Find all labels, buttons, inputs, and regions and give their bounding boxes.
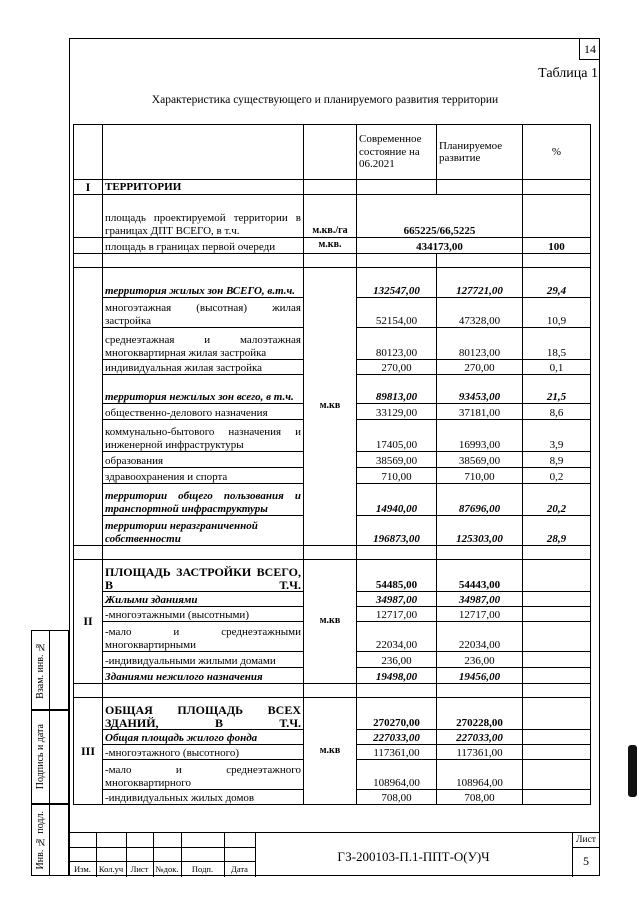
- table-row: образования 38569,00 38569,00 8,9: [74, 452, 591, 468]
- spacer-row: [74, 684, 591, 698]
- section-2-unit: м.кв: [304, 560, 357, 684]
- area-total-row: [74, 195, 591, 238]
- binding-sign: [31, 710, 69, 804]
- first-stage-percent: 100: [523, 238, 591, 254]
- tb-podp: Подп.: [191, 864, 214, 874]
- header-percent: %: [523, 125, 591, 180]
- table-row: многоэтажная (высотная) жилая застройка 52154,00 47328,00 10,9: [74, 298, 591, 328]
- binding-vzam-label: Взам. инв. №: [35, 641, 46, 699]
- table-header: [74, 125, 591, 180]
- title-block: [69, 832, 600, 876]
- table-row: -мало и среднеэтажными многоквартирными 22034,00 22034,00: [74, 622, 591, 652]
- table-row: среднеэтажная и малоэтажная многоквартирная жилая застройка 80123,00 80123,00 18,5: [74, 328, 591, 360]
- section-1-unit: м.кв: [304, 268, 357, 546]
- area-total-label: площадь проектируемой территории в границах ДПТ ВСЕГО, в т.ч.: [103, 195, 304, 238]
- table-row: -индивидуальных жилых домов 708,00 708,00: [74, 790, 591, 805]
- spacer-row: [74, 254, 591, 268]
- territory-table: [73, 124, 591, 805]
- sheet-number: 5: [583, 854, 589, 868]
- table-row: -индивидуальными жилыми домами 236,00 236,00: [74, 652, 591, 668]
- section-2-roman: II: [74, 560, 103, 684]
- section-2-header: II ПЛОЩАДЬ ЗАСТРОЙКИ ВСЕГО, В Т.Ч. м.кв 54485,00 54443,00: [74, 560, 591, 592]
- tb-data: Дата: [231, 864, 248, 874]
- tb-izm: Изм.: [74, 864, 91, 874]
- table-row: -многоэтажными (высотными) 12717,00 12717,00: [74, 607, 591, 622]
- tb-sheet-label: Лист: [576, 835, 596, 845]
- table-row: коммунально-бытового назначения и инженерной инфраструктуры 17405,00 16993,00 3,9: [74, 420, 591, 452]
- table-row: Зданиями нежилого назначения 19498,00 19456,00: [74, 668, 591, 684]
- header-current: Современное состояние на 06.2021: [357, 125, 437, 180]
- page-number: 14: [579, 38, 600, 60]
- table-row: Общая площадь жилого фонда 227033,00 227033,00: [74, 730, 591, 745]
- document-title: Характеристика существующего и планируемого развития территории: [151, 94, 499, 106]
- area-total-unit: м.кв./га: [304, 195, 357, 238]
- section-3-header: III ОБЩАЯ ПЛОЩАДЬ ВСЕХ ЗДАНИЙ, В Т.Ч. м.кв 270270,00 270228,00: [74, 698, 591, 730]
- spacer-row: [74, 546, 591, 560]
- binding-inv: [31, 804, 69, 876]
- table-row: территории общего пользования и транспортной инфраструктуры 14940,00 87696,00 20,2: [74, 484, 591, 516]
- tb-ndok: №док.: [155, 864, 179, 874]
- first-stage-value: 434173,00: [357, 238, 523, 254]
- section-1-header: [74, 180, 591, 195]
- table-row: общественно-делового назначения 33129,00 37181,00 8,6: [74, 404, 591, 420]
- section-2-title: ПЛОЩАДЬ ЗАСТРОЙКИ ВСЕГО, В Т.Ч.: [103, 560, 304, 592]
- binding-sign-label: Подпись и дата: [35, 724, 46, 790]
- section-1-roman: I: [74, 180, 103, 195]
- table-row: Жилыми зданиями 34987,00 34987,00: [74, 592, 591, 607]
- tb-koluch: Кол.уч: [98, 864, 124, 874]
- table-row: -мало и среднеэтажного многоквартирного 108964,00 108964,00: [74, 760, 591, 790]
- area-total-value: 665225/66,5225: [357, 195, 523, 238]
- table-row: индивидуальная жилая застройка 270,00 270,00 0,1: [74, 360, 591, 375]
- table-row: территория нежилых зон всего, в т.ч. 89813,00 93453,00 21,5: [74, 375, 591, 404]
- table-row: территории неразграниченной собственности 196873,00 125303,00 28,9: [74, 516, 591, 546]
- header-planned: Планируемое развитие: [437, 125, 523, 180]
- section-1-title: ТЕРРИТОРИИ: [103, 180, 304, 195]
- scan-edge-mark: [628, 745, 637, 797]
- table-row: -многоэтажного (высотного) 117361,00 117361,00: [74, 745, 591, 760]
- section-3-unit: м.кв: [304, 698, 357, 805]
- first-stage-label: площадь в границах первой очереди: [103, 238, 304, 254]
- table-row: здравоохранения и спорта 710,00 710,00 0,2: [74, 468, 591, 484]
- binding-inv-label: Инв. № подл.: [35, 810, 46, 870]
- first-stage-row: [74, 238, 591, 254]
- section-3-title: ОБЩАЯ ПЛОЩАДЬ ВСЕХ ЗДАНИЙ, В Т.Ч.: [103, 698, 304, 730]
- tb-list: Лист: [130, 864, 149, 874]
- document-code: ГЗ-200103-П.1-ППТ-О(У)Ч: [337, 849, 490, 864]
- section-3-roman: III: [74, 698, 103, 805]
- table-caption: Таблица 1: [538, 66, 598, 81]
- first-stage-unit: м.кв.: [304, 238, 357, 254]
- binding-vzam: [31, 630, 69, 710]
- table-row: территория жилых зон ВСЕГО, в.т.ч. м.кв 132547,00 127721,00 29,4: [74, 268, 591, 298]
